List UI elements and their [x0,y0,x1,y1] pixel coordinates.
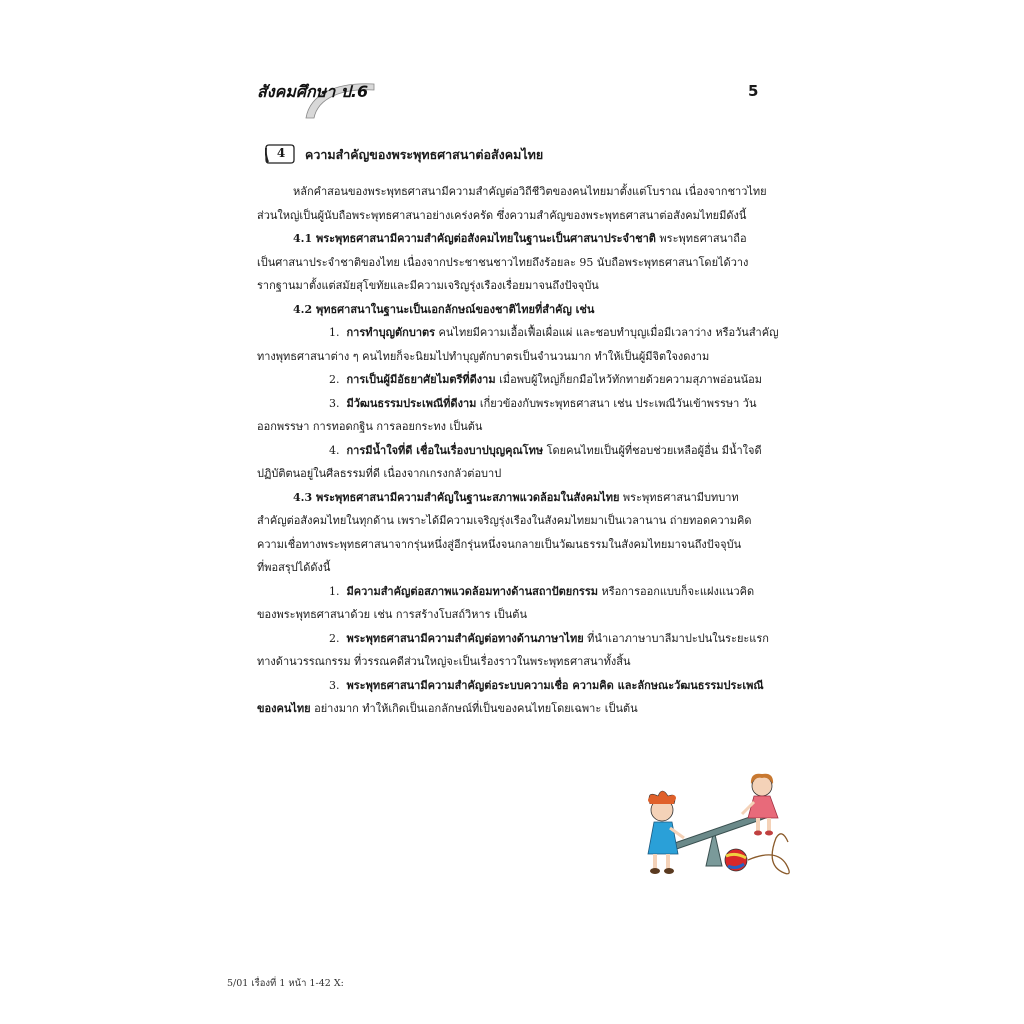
list-item-text: คนไทยมีความเอื้อเฟื้อเผื่อแผ่ และชอบทำบุญเมื่อมีเวลาว่าง หรือวันสำคัญ [435,326,779,339]
list-item [257,392,794,416]
subject-title: สังคมศึกษา ป.6 [257,82,369,101]
list-item-number: 2. [329,373,340,386]
paragraph-line: เป็นศาสนาประจำชาติของไทย เนื่องจากประชาชนชาวไทยถึงร้อยละ 95 นับถือพระพุทธศาสนาโดยได้วาง [257,255,749,269]
list-item-number: 2. [329,631,340,645]
paragraph-line: สำคัญต่อสังคมไทยในทุกด้าน เพราะได้มีความเจริญรุ่งเรืองในสังคมไทยมาเป็นเวลานาน ถ่ายทอดความคิด [257,514,752,527]
list-item-lead: มีวัฒนธรรมประเพณีที่ดีงาม [346,396,477,410]
seesaw-children-illustration [636,768,806,888]
paragraph-line: ออกพรรษา การทอดกฐิน การลอยกระทง เป็นต้น [257,420,483,433]
subsection-lead: 4.3 พระพุทธศาสนามีความสำคัญในฐานะสภาพแวดล้อมในสังคมไทย [293,490,620,504]
girl-pink-dress [742,774,778,836]
list-item-lead: การทำบุญตักบาตร [346,326,436,339]
paragraph-line: ความเชื่อทางพระพุทธศาสนาจากรุ่นหนึ่งสู่อีกรุ่นหนึ่งจนกลายเป็นวัฒนธรรมในสังคมไทยมาจนถึงปัจจุบัน [257,537,742,551]
list-item [257,674,794,698]
paragraph-line: ของพระพุทธศาสนาด้วย เช่น การสร้างโบสถ์วิหาร เป็นต้น [257,608,527,621]
girl-blue-dress [648,791,684,874]
list-item-lead: การมีน้ำใจที่ดี เชื่อในเรื่องบาปบุญคุณโทษ [346,443,544,457]
subsection-4-2-lead: 4.2 พุทธศาสนาในฐานะเป็นเอกลักษณ์ของชาติไทยที่สำคัญ เช่น [293,302,595,316]
list-item-lead: มีความสำคัญต่อสภาพแวดล้อมทางด้านสถาปัตยกรรม [346,584,598,598]
paragraph-line: ส่วนใหญ่เป็นผู้นับถือพระพุทธศาสนาอย่างเคร่งครัด ซึ่งความสำคัญของพระพุทธศาสนาต่อสังคมไทยมีดังนี้ [257,208,747,222]
paragraph-line: ทางด้านวรรณกรรม ที่วรรณคดีส่วนใหญ่จะเป็นเรื่องราวในพระพุทธศาสนาทั้งสิ้น [257,655,631,668]
list-item [257,580,794,604]
list-item-number: 1. [329,326,340,339]
list-item-text: ที่นำเอาภาษาบาลีมาปะปนในระยะแรก [583,631,769,645]
list-item-number: 3. [329,396,340,410]
ball [725,849,747,871]
paragraph-line: รากฐานมาตั้งแต่สมัยสุโขทัยและมีความเจริญรุ่งเรืองเรื่อยมาจนถึงปัจจุบัน [257,279,599,292]
list-item-lead: พระพุทธศาสนามีความสำคัญต่อทางด้านภาษาไทย [346,631,584,645]
list-item-lead: การเป็นผู้มีอัธยาศัยไมตรีที่ดีงาม [346,373,496,386]
list-item [257,439,794,463]
subsection-text: พระพุทธศาสนามีบทบาท [619,490,739,504]
paragraph-line: ทางพุทธศาสนาต่าง ๆ คนไทยก็จะนิยมไปทำบุญตักบาตรเป็นจำนวนมาก ทำให้เป็นผู้มีจิตใจงดงาม [257,349,710,363]
jump-rope [748,834,789,874]
print-footer: 5/01 เรื่องที่ 1 หน้า 1-42 X: [227,978,344,989]
subsection-4-1-line [257,227,794,251]
list-item-lead-cont: ของคนไทย [257,702,311,715]
list-item-number: 1. [329,584,340,598]
section-heading: ความสำคัญของพระพุทธศาสนาต่อสังคมไทย [305,147,544,162]
list-item-lead: พระพุทธศาสนามีความสำคัญต่อระบบความเชื่อ ความคิด และลักษณะวัฒนธรรมประเพณี [346,678,764,692]
list-item [257,368,794,392]
subsection-text: พระพุทธศาสนาถือ [655,232,747,245]
body-text [257,180,794,721]
subsection-4-3-line [257,486,794,510]
page-number: 5 [748,82,759,100]
list-item-number: 3. [329,678,340,692]
list-item-text: อย่างมาก ทำให้เกิดเป็นเอกลักษณ์ที่เป็นของคนไทยโดยเฉพาะ เป็นต้น [310,702,638,715]
paragraph-line: ปฏิบัติตนอยู่ในศีลธรรมที่ดี เนื่องจากเกรงกลัวต่อบาป [257,467,502,480]
list-item [257,627,794,651]
list-item-text: เกี่ยวข้องกับพระพุทธศาสนา เช่น ประเพณีวันเข้าพรรษา วัน [476,396,757,410]
list-item-text: เมื่อพบผู้ใหญ่ก็ยกมือไหว้ทักทายด้วยความสุภาพอ่อนน้อม [495,373,762,386]
list-item-number: 4. [329,443,340,457]
list-item-text: โดยคนไทยเป็นผู้ที่ชอบช่วยเหลือผู้อื่น มีน้ำใจดี [543,443,762,457]
list-item-text: หรือการออกแบบก็จะแฝงแนวคิด [597,584,755,598]
paragraph-line: หลักคำสอนของพระพุทธศาสนามีความสำคัญต่อวิถีชีวิตของคนไทยมาตั้งแต่โบราณ เนื่องจากชาวไทย [293,185,767,198]
list-item [257,321,794,345]
paragraph-line [257,697,794,721]
section-number: 4 [276,146,286,160]
paragraph-line: ที่พอสรุปได้ดังนี้ [257,561,331,574]
subsection-lead: 4.1 พระพุทธศาสนามีความสำคัญต่อสังคมไทยในฐานะเป็นศาสนาประจำชาติ [293,232,656,245]
